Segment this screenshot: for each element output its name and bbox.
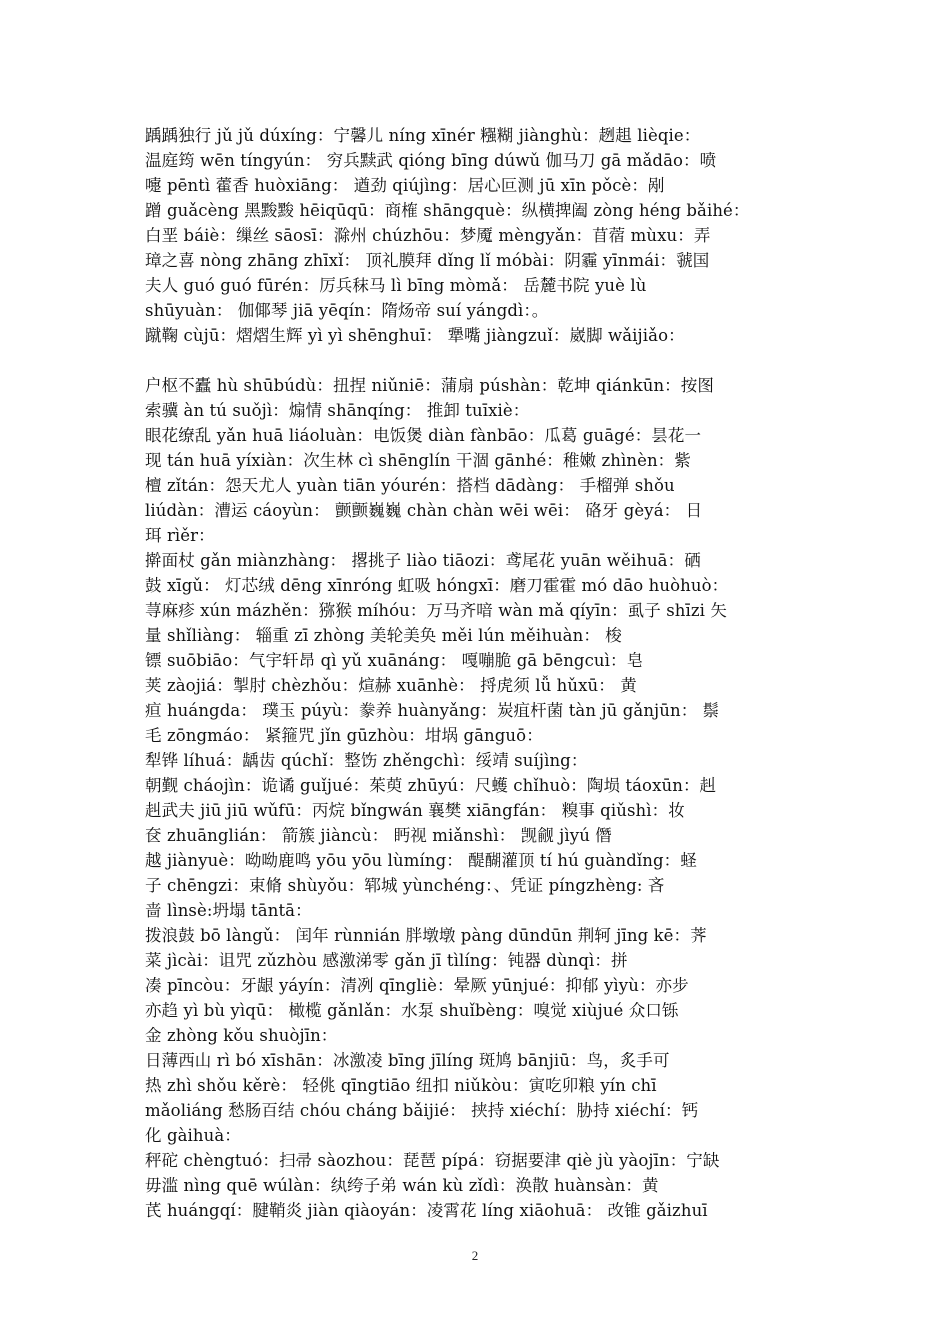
text-line: 白垩 báiè：缫丝 sāosī：滁州 chúzhōu：梦魇 mèngyǎn：苜蓿 mùxu：弄 xyxy=(145,226,711,245)
text-line: 金 zhòng kǒu shuòjīn： xyxy=(145,1026,338,1045)
text-line: 越 jiànyuè：呦呦鹿鸣 yōu yōu lùmíng： 醍醐灌顶 tí hú guàndǐng：蛏 xyxy=(145,851,697,870)
text-line: 荚 zàojiá：掣肘 chèzhǒu：煊赫 xuānhè： 捋虎须 lǚ hǔxū： 黄 xyxy=(145,676,637,695)
text-line: 啬 lìnsè:坍塌 tāntā： xyxy=(145,901,312,920)
page-number: 2 xyxy=(471,1248,479,1263)
text-line: liúdàn：漕运 cáoyùn： 颤颤巍巍 chàn chàn wēi wēi： 硌牙 gèyá： 日 xyxy=(145,501,703,520)
text-line: 珥 rìěr： xyxy=(145,526,215,545)
pinyin-word-list xyxy=(145,123,810,1223)
text-line: 朝觐 cháojìn：诡谲 guǐjué：茱萸 zhūyú：尺蠖 chǐhuò：陶埙 táoxūn：赳 xyxy=(145,776,717,795)
text-line: 蹴鞠 cùjū：熠熠生辉 yì yì shēnghuī： 犟嘴 jiàngzuǐ：崴脚 wǎijiǎo： xyxy=(145,326,685,345)
text-line: 量 shǐliàng： 辎重 zī zhòng 美轮美奂 měi lún měihuàn： 梭 xyxy=(145,626,622,645)
blank-line xyxy=(145,348,810,373)
text-line: 芪 huángqí：腱鞘炎 jiàn qiàoyán：凌霄花 líng xiāohuā： 改锥 gǎizhuī xyxy=(145,1201,708,1220)
text-line: 荨麻疹 xún mázhěn：猕猴 míhóu：万马齐喑 wàn mǎ qíyīn：虱子 shīzi 矢 xyxy=(145,601,727,620)
text-line: 镖 suōbiāo：气宇轩昂 qì yǔ xuānáng： 嘎嘣脆 gā bēngcuì：皂 xyxy=(145,651,644,670)
text-line: 子 chēngzi：束脩 shùyǒu：郓城 yùnchéng：、凭证 píngzhèng: 吝 xyxy=(145,876,665,895)
text-line: 凑 pīncòu：牙龈 yáyín：清冽 qīngliè：晕厥 yūnjué：抑郁 yìyù：亦步 xyxy=(145,976,689,995)
text-line: 蹭 guǎcèng 黑黢黢 hēiqūqū：商榷 shāngquè：纵横捭阖 zòng héng bǎihé： xyxy=(145,201,750,220)
text-line: 夫人 guó guó fūrén：厉兵秣马 lì bīng mòmǎ： 岳麓书院 yuè lù xyxy=(145,276,647,295)
text-line: 化 gàihuà： xyxy=(145,1126,241,1145)
text-line: 菜 jìcài：诅咒 zǔzhòu 感激涕零 gǎn jī tìlíng：钝器 dùnqì：拼 xyxy=(145,951,628,970)
text-line: 赳武夫 jiū jiū wǔfū：丙烷 bǐngwán 襄樊 xiāngfán： 糗事 qiǔshì：妆 xyxy=(145,801,685,820)
text-line: 檀 zǐtán：怨天尤人 yuàn tiān yóurén：搭档 dādàng： 手榴弹 shǒu xyxy=(145,476,675,495)
text-line: 疸 huángda： 璞玉 púyù：豢养 huànyǎng：炭疽杆菌 tàn jū gǎnjūn： 鬃 xyxy=(145,701,720,720)
text-line: 秤砣 chèngtuó：扫帚 sàozhou：琵琶 pípá：窃据要津 qiè jù yàojīn：宁缺 xyxy=(145,1151,720,1170)
text-line: 索骥 àn tú suǒjì：煽情 shānqíng： 推卸 tuīxiè： xyxy=(145,401,530,420)
text-line: 犁铧 líhuá：龋齿 qúchǐ：整饬 zhěngchì：绥靖 suíjìng： xyxy=(145,751,588,770)
text-line: 璋之喜 nòng zhāng zhīxǐ： 顶礼膜拜 dǐng lǐ móbài：阴霾 yīnmái：虢国 xyxy=(145,251,710,270)
text-line: 拨浪鼓 bō làngǔ： 闰年 rùnnián 胖墩墩 pàng dūndūn 荆轲 jīng kē：荠 xyxy=(145,926,707,945)
text-line: 鼓 xīgǔ： 灯芯绒 dēng xīnróng 虹吸 hóngxī：磨刀霍霍 mó dāo huòhuò： xyxy=(145,576,729,595)
text-line: mǎoliáng 愁肠百结 chóu cháng bǎijié： 挟持 xiéchí：胁持 xiéchí：钙 xyxy=(145,1101,699,1120)
text-line: 擀面杖 gǎn miànzhàng： 撂挑子 liào tiāozi：鸢尾花 yuān wěihuā：硒 xyxy=(145,551,701,570)
text-line: 现 tán huā yíxiàn：次生林 cì shēnglín 干涸 gānhé：稚嫩 zhìnèn：紫 xyxy=(145,451,691,470)
text-line: 嚏 pēntì 藿香 huòxiāng： 遒劲 qiújìng：居心叵测 jū xīn pǒcè：剐 xyxy=(145,176,665,195)
text-line: 亦趋 yì bù yìqū： 橄榄 gǎnlǎn：水泵 shuǐbèng：嗅觉 xiùjué 众口铄 xyxy=(145,1001,679,1020)
text-line: 毛 zōngmáo： 紧箍咒 jǐn gūzhòu：坩埚 gānguō： xyxy=(145,726,543,745)
text-line: 热 zhì shǒu kěrè： 轻佻 qīngtiāo 纽扣 niǔkòu：寅吃卯粮 yín chī xyxy=(145,1076,657,1095)
text-line: 温庭筠 wēn tíngyún： 穷兵黩武 qióng bīng dúwǔ 伽马刀 gā mǎdāo：喷 xyxy=(145,151,717,170)
text-line: 奁 zhuānglián： 箭簇 jiàncù： 眄视 miǎnshì： 觊觎 jìyú 僭 xyxy=(145,826,612,845)
text-line: 踽踽独行 jǔ jǔ dúxíng：宁馨儿 níng xīnér 糨糊 jiànghù：趔趄 lièqie： xyxy=(145,126,701,145)
text-line: 户枢不蠹 hù shūbúdù：扭捏 niǔniē：蒲扇 púshàn：乾坤 qiánkūn：按图 xyxy=(145,376,714,395)
text-line: 眼花缭乱 yǎn huā liáoluàn：电饭煲 diàn fànbāo：瓜葛 guāgé：昙花一 xyxy=(145,426,702,445)
text-line: 日薄西山 rì bó xīshān：冰激凌 bīng jīlíng 斑鸠 bānjiū：鸟，炙手可 xyxy=(145,1051,670,1070)
text-line: 毋滥 nìng quē wúlàn：纨绔子弟 wán kù zǐdì：涣散 huànsàn：黄 xyxy=(145,1176,659,1195)
text-line: shūyuàn： 伽倻琴 jiā yēqín：隋炀帝 suí yángdì：。 xyxy=(145,301,549,320)
